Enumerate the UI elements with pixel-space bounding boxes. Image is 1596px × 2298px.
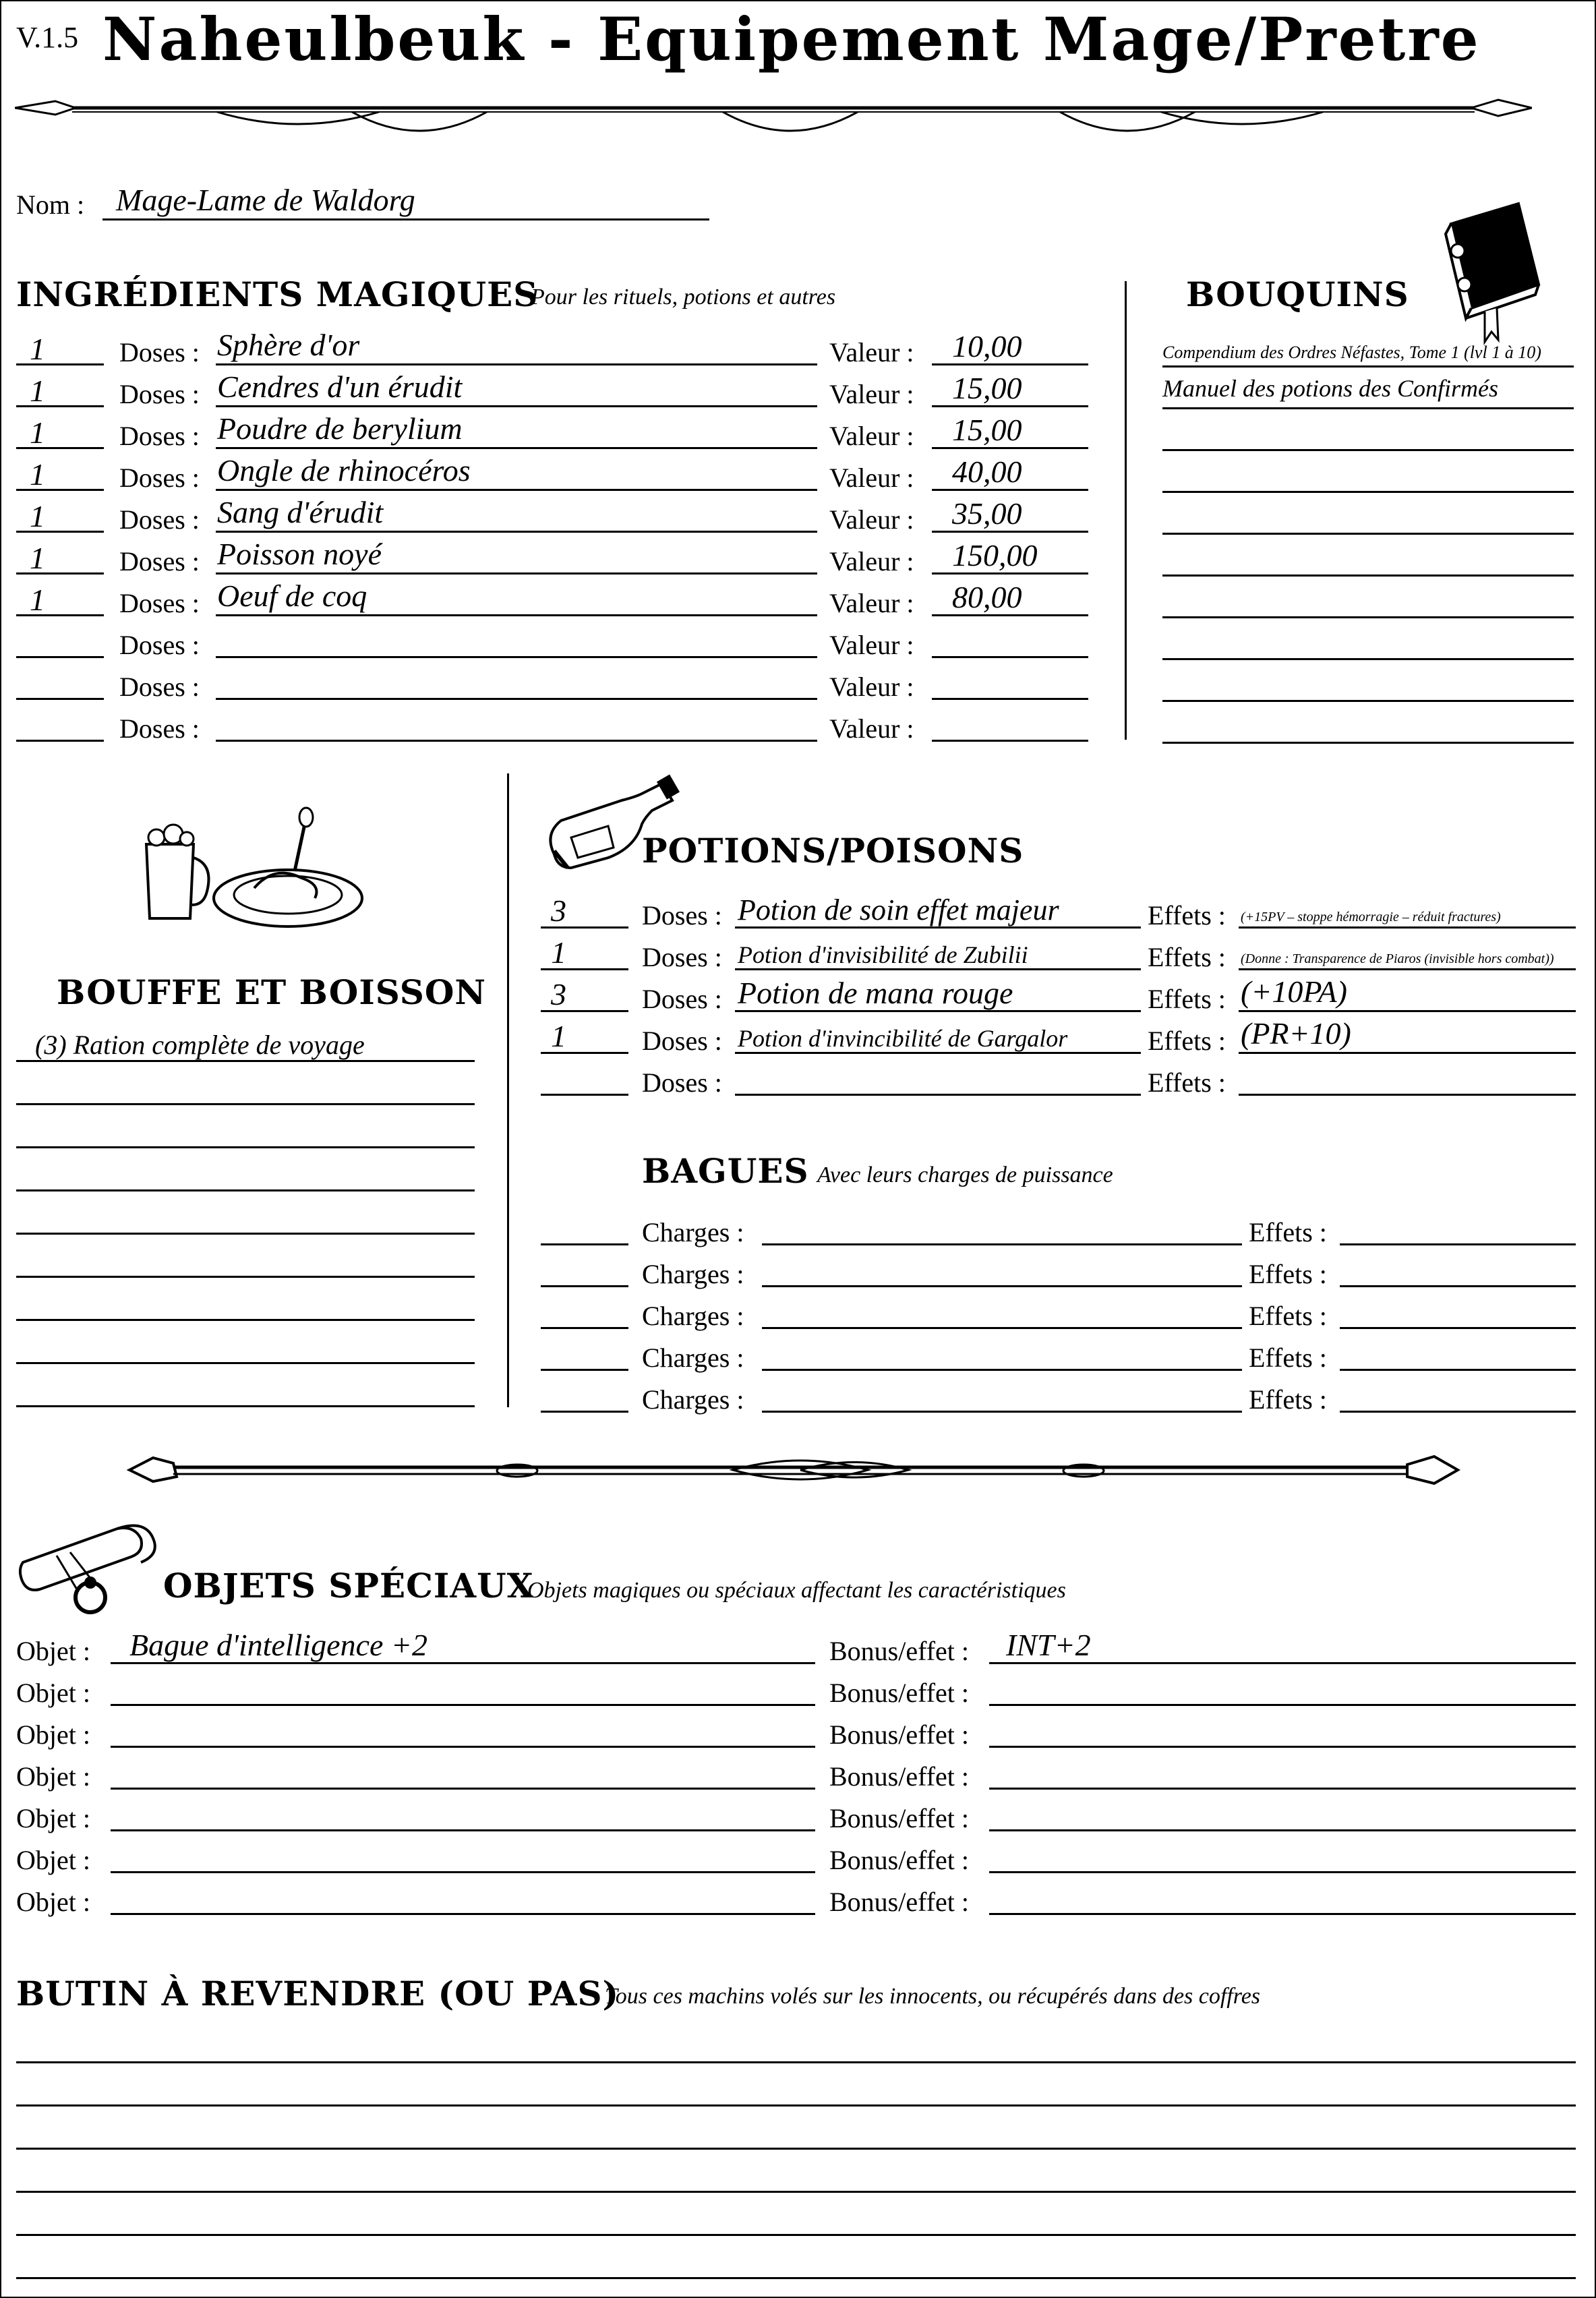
butin-line (16, 2234, 1576, 2236)
bouquin-line (1162, 407, 1574, 409)
objet-bonus-line (989, 1662, 1576, 1664)
objet-bonus[interactable]: INT+2 (1006, 1628, 1091, 1662)
objet-bonus-label: Bonus/effet : (829, 1678, 970, 1708)
butin-line (16, 2061, 1576, 2063)
ingredient-value-line (932, 489, 1088, 491)
ingredient-value-line (932, 656, 1088, 658)
ingredient-qty-line (16, 740, 104, 742)
bague-qty-line (541, 1243, 628, 1245)
potion-name[interactable]: Potion d'invisibilité de Zubilii (738, 941, 1028, 968)
nom-label: Nom : (16, 189, 85, 220)
version-label: V.1.5 (16, 21, 79, 54)
potion-effect-line (1239, 1010, 1576, 1012)
bouquin-line (1162, 742, 1574, 744)
objet-bonus-label: Bonus/effet : (829, 1845, 970, 1875)
ingredient-name-line (216, 740, 817, 742)
objet-bonus-label: Bonus/effet : (829, 1887, 970, 1917)
ingredient-valeur-label: Valeur : (829, 672, 914, 702)
staff-divider-icon (126, 1444, 1461, 1495)
bague-charges-line (762, 1243, 1242, 1245)
food-icon (140, 804, 369, 932)
objet-label: Objet : (16, 1636, 90, 1666)
objet-bonus-line (989, 1871, 1576, 1873)
bouquin-title[interactable]: Compendium des Ordres Néfastes, Tome 1 (lvl 1 à 10) (1162, 343, 1541, 362)
bouffe-line (16, 1233, 475, 1235)
ingredient-qty[interactable]: 1 (30, 457, 45, 492)
ingredients-subtitle: Pour les rituels, potions et autres (531, 285, 836, 310)
potion-qty-line (541, 1094, 628, 1096)
nom-value[interactable]: Mage-Lame de Waldorg (116, 183, 415, 217)
ingredient-value-line (932, 698, 1088, 700)
bague-charges-label: Charges : (642, 1384, 744, 1415)
ingredient-doses-label: Doses : (119, 463, 200, 493)
butin-line (16, 2277, 1576, 2279)
potion-qty[interactable]: 3 (551, 977, 566, 1011)
bague-charges-line (762, 1327, 1242, 1329)
potion-name-line (735, 926, 1141, 929)
objet-name-line (111, 1662, 815, 1664)
potion-name[interactable]: Potion d'invincibilité de Gargalor (738, 1025, 1068, 1052)
potion-effect-line (1239, 926, 1576, 929)
bouffe-line (16, 1060, 475, 1062)
ingredient-value-line (932, 740, 1088, 742)
bagues-title: BAGUES (642, 1151, 809, 1191)
butin-line (16, 2191, 1576, 2193)
bouquins-title: BOUQUINS (1186, 274, 1409, 314)
objet-label: Objet : (16, 1803, 90, 1833)
objet-name[interactable]: Bague d'intelligence +2 (129, 1628, 427, 1662)
objet-name-line (111, 1829, 815, 1831)
bague-effect-line (1340, 1411, 1576, 1413)
ingredient-value[interactable]: 150,00 (952, 538, 1038, 572)
bague-effets-label: Effets : (1249, 1343, 1327, 1373)
bague-effets-label: Effets : (1249, 1259, 1327, 1289)
bague-qty-line (541, 1327, 628, 1329)
butin-line (16, 2104, 1576, 2106)
divider-vertical (1125, 281, 1127, 740)
bague-charges-line (762, 1411, 1242, 1413)
ingredient-valeur-label: Valeur : (829, 379, 914, 409)
objet-label: Objet : (16, 1887, 90, 1917)
ingredient-name-line (216, 447, 817, 449)
ingredient-value[interactable]: 40,00 (952, 454, 1022, 489)
bague-qty-line (541, 1411, 628, 1413)
ingredient-name[interactable]: Cendres d'un érudit (217, 370, 463, 404)
objet-bonus-label: Bonus/effet : (829, 1636, 970, 1666)
bague-charges-label: Charges : (642, 1259, 744, 1289)
bague-effect-line (1340, 1243, 1576, 1245)
bouffe-line (16, 1189, 475, 1191)
objet-bonus-label: Bonus/effet : (829, 1761, 970, 1792)
bague-effets-label: Effets : (1249, 1301, 1327, 1331)
ingredient-doses-label: Doses : (119, 630, 200, 660)
potion-doses-label: Doses : (642, 1067, 722, 1098)
potion-effect[interactable]: (+10PA) (1241, 974, 1347, 1009)
bouquin-line (1162, 365, 1574, 367)
objet-bonus-line (989, 1746, 1576, 1748)
potion-effets-label: Effets : (1148, 900, 1226, 931)
potion-effets-label: Effets : (1148, 1067, 1226, 1098)
objet-label: Objet : (16, 1761, 90, 1792)
potion-name-line (735, 968, 1141, 970)
potion-effets-label: Effets : (1148, 942, 1226, 972)
bouquin-line (1162, 533, 1574, 535)
potion-effets-label: Effets : (1148, 1026, 1226, 1056)
potion-effets-label: Effets : (1148, 984, 1226, 1014)
divider-vertical-2 (507, 773, 509, 1407)
bouquin-line (1162, 658, 1574, 660)
potion-name[interactable]: Potion de mana rouge (738, 976, 1013, 1010)
objet-name-line (111, 1913, 815, 1915)
ingredient-doses-label: Doses : (119, 588, 200, 618)
bouffe-line (16, 1276, 475, 1278)
objet-name-line (111, 1704, 815, 1706)
ingredient-doses-label: Doses : (119, 337, 200, 367)
ingredient-doses-label: Doses : (119, 421, 200, 451)
potion-doses-label: Doses : (642, 984, 722, 1014)
potions-title: POTIONS/POISONS (642, 831, 1024, 871)
objet-label: Objet : (16, 1719, 90, 1750)
bague-charges-line (762, 1369, 1242, 1371)
ingredient-value[interactable]: 10,00 (952, 329, 1022, 363)
spear-divider-icon (15, 89, 1532, 143)
ingredient-doses-label: Doses : (119, 672, 200, 702)
ingredient-valeur-label: Valeur : (829, 630, 914, 660)
objet-label: Objet : (16, 1678, 90, 1708)
ingredient-value[interactable]: 80,00 (952, 580, 1022, 614)
bague-effect-line (1340, 1327, 1576, 1329)
potion-doses-label: Doses : (642, 942, 722, 972)
potion-name-line (735, 1094, 1141, 1096)
objet-bonus-line (989, 1829, 1576, 1831)
ingredient-name-line (216, 572, 817, 574)
ingredient-name[interactable]: Sang d'érudit (217, 495, 384, 529)
bouffe-line (16, 1319, 475, 1321)
ingredient-value-line (932, 572, 1088, 574)
ingredient-name-line (216, 698, 817, 700)
ingredient-name-line (216, 405, 817, 407)
ingredient-qty[interactable]: 1 (30, 583, 45, 617)
bouquin-line (1162, 449, 1574, 451)
objet-name-line (111, 1746, 815, 1748)
potion-name[interactable]: Potion de soin effet majeur (738, 893, 1059, 926)
ingredient-qty-line (16, 698, 104, 700)
potion-qty[interactable]: 3 (551, 893, 566, 928)
ingredient-valeur-label: Valeur : (829, 337, 914, 367)
ingredient-name-line (216, 656, 817, 658)
ingredient-valeur-label: Valeur : (829, 463, 914, 493)
ingredient-doses-label: Doses : (119, 504, 200, 535)
ingredient-valeur-label: Valeur : (829, 713, 914, 744)
ingredient-name-line (216, 614, 817, 616)
butin-title: BUTIN À REVENDRE (OU PAS) (16, 1974, 620, 2013)
ingredient-value-line (932, 405, 1088, 407)
scroll-ring-icon (16, 1515, 161, 1616)
objet-name-line (111, 1788, 815, 1790)
ingredient-value[interactable]: 15,00 (952, 371, 1022, 405)
potion-doses-label: Doses : (642, 1026, 722, 1056)
ingredient-qty[interactable]: 1 (30, 499, 45, 533)
ingredient-value[interactable]: 15,00 (952, 413, 1022, 447)
nom-line (102, 218, 709, 220)
objet-bonus-line (989, 1704, 1576, 1706)
bague-effets-label: Effets : (1249, 1384, 1327, 1415)
ingredient-qty-line (16, 656, 104, 658)
ingredient-valeur-label: Valeur : (829, 588, 914, 618)
potion-effect-line (1239, 1052, 1576, 1054)
ingredient-name[interactable]: Ongle de rhinocéros (217, 453, 471, 488)
butin-line (16, 2148, 1576, 2150)
bague-charges-label: Charges : (642, 1301, 744, 1331)
potion-effect-line (1239, 968, 1576, 970)
objet-bonus-line (989, 1788, 1576, 1790)
objet-bonus-label: Bonus/effet : (829, 1719, 970, 1750)
objets-title: OBJETS SPÉCIAUX (163, 1566, 534, 1605)
ingredient-qty[interactable]: 1 (30, 541, 45, 575)
potion-name-line (735, 1052, 1141, 1054)
ingredient-valeur-label: Valeur : (829, 546, 914, 577)
bouquin-title[interactable]: Manuel des potions des Confirmés (1162, 375, 1498, 402)
ingredient-value-line (932, 363, 1088, 365)
bouffe-line (16, 1405, 475, 1407)
bouquin-line (1162, 574, 1574, 577)
ingredient-doses-label: Doses : (119, 546, 200, 577)
ingredient-value[interactable]: 35,00 (952, 496, 1022, 531)
ingredient-value-line (932, 447, 1088, 449)
potion-effect-line (1239, 1094, 1576, 1096)
bouquin-line (1162, 491, 1574, 493)
ingredient-valeur-label: Valeur : (829, 421, 914, 451)
book-icon (1438, 197, 1545, 345)
bouquin-line (1162, 616, 1574, 618)
ingredient-name[interactable]: Sphère d'or (217, 328, 360, 362)
ingredient-value-line (932, 531, 1088, 533)
ingredient-name-line (216, 531, 817, 533)
ingredient-qty[interactable]: 1 (30, 415, 45, 450)
ingredient-value-line (932, 614, 1088, 616)
potion-qty[interactable]: 1 (551, 935, 566, 970)
ingredient-name[interactable]: Poudre de berylium (217, 411, 463, 446)
ingredient-name-line (216, 363, 817, 365)
ingredient-qty[interactable]: 1 (30, 374, 45, 408)
bouffe-line (16, 1146, 475, 1148)
bague-effets-label: Effets : (1249, 1217, 1327, 1247)
ingredients-title: INGRÉDIENTS MAGIQUES (16, 274, 539, 314)
potion-effect[interactable]: (Donne : Transparence de Piaros (invisible hors combat)) (1241, 951, 1554, 966)
bague-charges-label: Charges : (642, 1343, 744, 1373)
bague-qty-line (541, 1369, 628, 1371)
bouffe-line (16, 1103, 475, 1105)
ingredient-doses-label: Doses : (119, 713, 200, 744)
bouffe-item[interactable]: (3) Ration complète de voyage (35, 1030, 365, 1060)
bouffe-line (16, 1362, 475, 1364)
ingredient-name-line (216, 489, 817, 491)
ingredient-valeur-label: Valeur : (829, 504, 914, 535)
ingredient-qty[interactable]: 1 (30, 332, 45, 366)
potion-effect[interactable]: (PR+10) (1241, 1016, 1351, 1051)
potion-effect[interactable]: (+15PV – stoppe hémorragie – réduit fractures) (1241, 910, 1501, 924)
potion-name-line (735, 1010, 1141, 1012)
objets-subtitle: Objets magiques ou spéciaux affectant les caractéristiques (527, 1578, 1066, 1603)
ingredient-doses-label: Doses : (119, 379, 200, 409)
bague-qty-line (541, 1285, 628, 1287)
bague-effect-line (1340, 1369, 1576, 1371)
page-title: Naheulbeuk - Equipement Mage/Pretre (102, 4, 1481, 74)
objet-label: Objet : (16, 1845, 90, 1875)
ingredient-name[interactable]: Oeuf de coq (217, 579, 367, 613)
bague-charges-label: Charges : (642, 1217, 744, 1247)
bouffe-title: BOUFFE ET BOISSON (57, 972, 487, 1012)
ingredient-name[interactable]: Poisson noyé (217, 537, 382, 571)
butin-subtitle: Tous ces machins volés sur les innocents, ou récupérés dans des coffres (605, 1984, 1261, 2009)
potion-qty[interactable]: 1 (551, 1019, 566, 1053)
bague-charges-line (762, 1285, 1242, 1287)
objet-name-line (111, 1871, 815, 1873)
objet-bonus-label: Bonus/effet : (829, 1803, 970, 1833)
bouquin-line (1162, 700, 1574, 702)
bagues-subtitle: Avec leurs charges de puissance (817, 1162, 1113, 1187)
objet-bonus-line (989, 1913, 1576, 1915)
bague-effect-line (1340, 1285, 1576, 1287)
potion-doses-label: Doses : (642, 900, 722, 931)
